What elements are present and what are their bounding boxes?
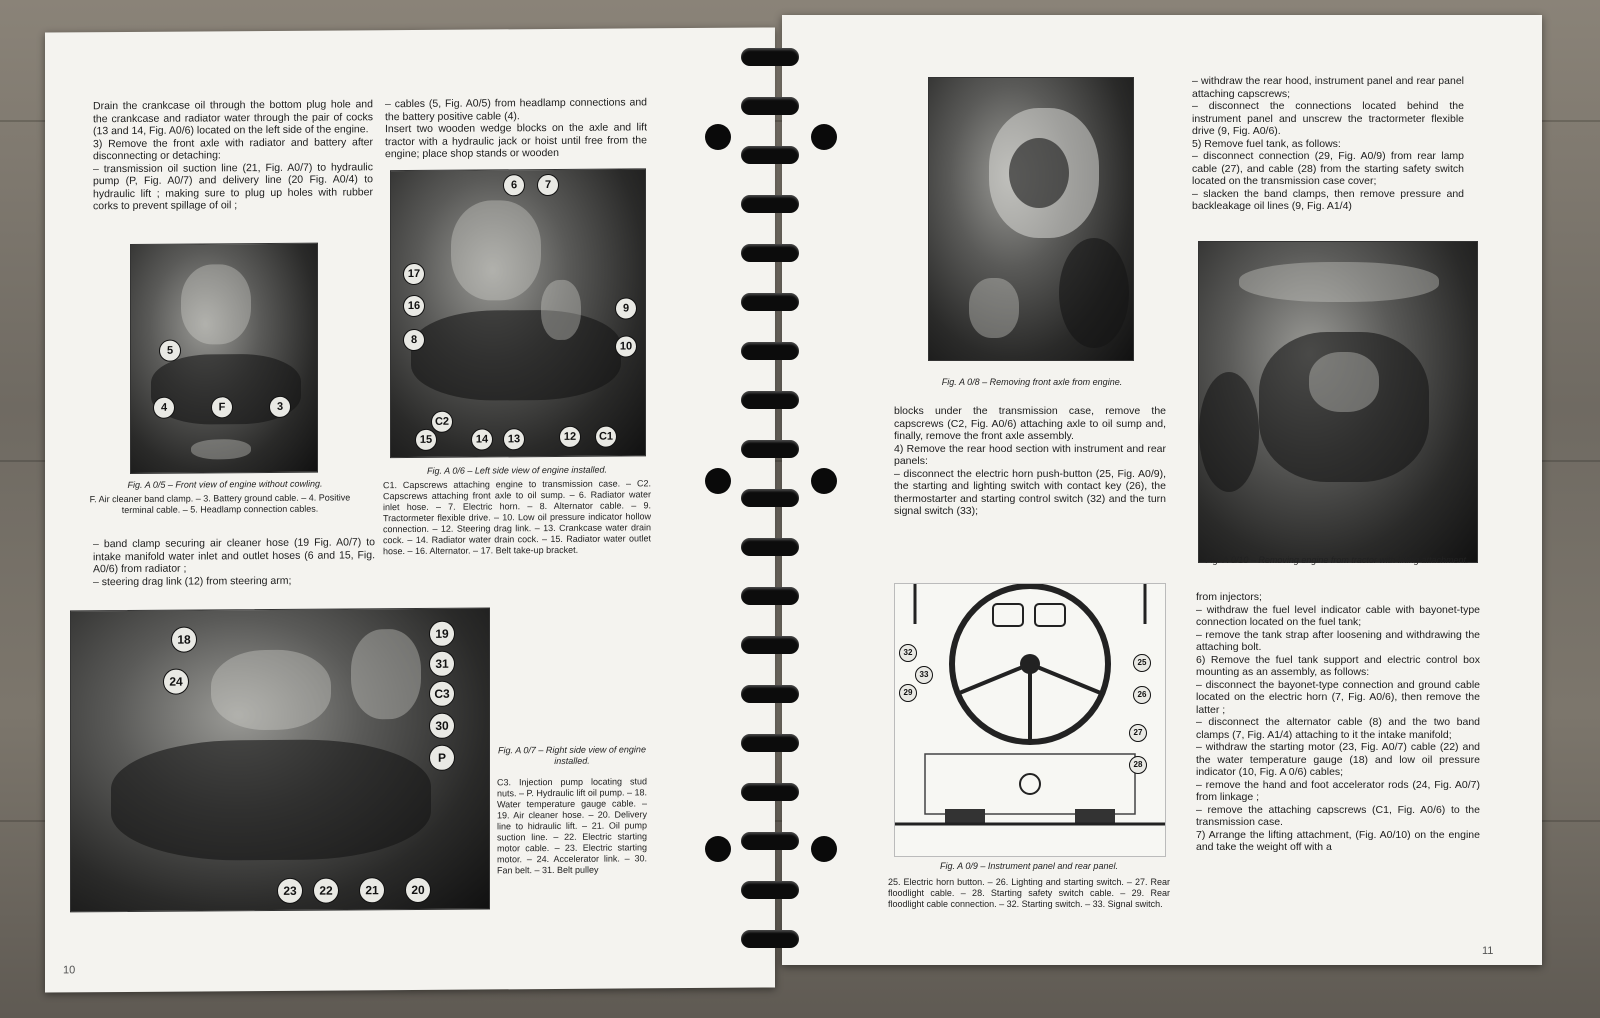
callout: P xyxy=(429,745,455,771)
binding-coil xyxy=(741,587,799,605)
binding-coil xyxy=(741,930,799,948)
callout: 21 xyxy=(359,877,385,903)
callout: 28 xyxy=(1129,756,1147,774)
callout: 10 xyxy=(615,335,637,357)
callout: 26 xyxy=(1133,686,1151,704)
binding-coil xyxy=(741,783,799,801)
fig8-photo xyxy=(928,77,1134,361)
binding-coil xyxy=(741,685,799,703)
binding-coil xyxy=(741,195,799,213)
fig7-legend: C3. Injection pump locating stud nuts. – P. Hydraulic lift oil pump. – 18. Water temperature gauge cable. – 19. Air cleaner hose. – 20. Delivery line to hidraulic lift. – 21. Oil pump suction line. – 22. Electric starting motor cable. – 23. Electric starting motor. – 24. Accelerator link. – 30. Fan belt. – 31. Belt pulley xyxy=(497,776,647,876)
binding-coil xyxy=(741,244,799,262)
fig5-legend: F. Air cleaner band clamp. – 3. Battery ground cable. – 4. Positive terminal cable. – 5. Headlamp connection cables. xyxy=(89,492,351,516)
left-col1-mid xyxy=(93,536,375,588)
paragraph: – withdraw the rear hood, instrument panel and rear panel attaching capscrews; – disconnect the connections located behind the instrument panel and unscrew the tractormeter flexible drive (9, Fig. A0/6). 5) Remove fuel tank, as follows: – disconnect connection (29, Fig. A0/9) from rear lamp cable (27), and cable (28) from the starting safety switch located on the transmission case cover; – slacken the band clamps, then remove pressure and backleakage oil lines (9, Fig. A1/4) xyxy=(1192,75,1464,212)
callout: 13 xyxy=(503,428,525,450)
callout: 19 xyxy=(429,621,455,647)
callout: 22 xyxy=(313,877,339,903)
right-col1-text xyxy=(894,405,1166,518)
right-col2-bottom xyxy=(1196,591,1480,854)
callout: 18 xyxy=(171,626,197,652)
fig6-photo xyxy=(390,168,646,458)
binding-coil xyxy=(741,636,799,654)
callout: 27 xyxy=(1129,724,1147,742)
callout: 32 xyxy=(899,644,917,662)
left-page xyxy=(45,27,775,992)
callout: 31 xyxy=(429,651,455,677)
callout: 29 xyxy=(899,684,917,702)
fig10-caption: Fig. A 0/10 – Removing engine from tractor with lifting attachment. xyxy=(1205,555,1469,565)
callout: 7 xyxy=(537,174,559,196)
callout: C3 xyxy=(429,681,455,707)
fig7-caption: Fig. A 0/7 – Right side view of engine installed. xyxy=(498,744,646,766)
page-number: 10 xyxy=(63,964,76,977)
paragraph: – cables (5, Fig. A0/5) from headlamp connections and the battery positive cable (4). Insert two wooden wedge blocks on the axle and lift tractor with a hydraulic jack or hoist until free from the engine; place shop stands or wooden xyxy=(385,96,647,161)
callout: 33 xyxy=(915,666,933,684)
fig9-legend: 25. Electric horn button. – 26. Lighting and starting switch. – 27. Rear floodlight cable. – 28. Starting safety switch cable. – 29. Rear floodlight cable connection. – 32. Starting switch. – 33. Signal switch. xyxy=(888,877,1170,909)
callout: C1 xyxy=(595,426,617,448)
callout: 9 xyxy=(615,297,637,319)
page-number: 11 xyxy=(1482,945,1494,957)
spiral-binding xyxy=(735,40,805,990)
fig6-caption: Fig. A 0/6 – Left side view of engine installed. xyxy=(427,464,607,476)
callout: 16 xyxy=(403,295,425,317)
callout: F xyxy=(211,396,233,418)
callout: 14 xyxy=(471,428,493,450)
binding-coil xyxy=(741,146,799,164)
right-page xyxy=(782,15,1542,965)
punch-hole xyxy=(811,468,837,494)
fig7-photo xyxy=(70,607,490,912)
left-col1-intro xyxy=(93,98,373,212)
punch-hole xyxy=(811,124,837,150)
callout: 12 xyxy=(559,426,581,448)
fig10-photo xyxy=(1198,241,1478,563)
paragraph: Drain the crankcase oil through the bottom plug hole and the crankcase and radiator water through the pair of cocks (13 and 14, Fig. A0/6) located on the left side of the engine. 3) Remove the front axle with radiator and battery after disconnecting or detaching: – transmission oil suction line (21, Fig. A0/7) to hydraulic pump (P, Fig. A0/7) and delivery line (20 Fig. A0/4) to hydraulic lift ; making sure to plug up holes with rubber corks to prevent spillage of oil ; xyxy=(93,98,373,213)
callout: 5 xyxy=(159,340,181,362)
callout: 15 xyxy=(415,429,437,451)
fig5-photo xyxy=(130,243,318,474)
callout: 8 xyxy=(403,329,425,351)
binding-coil xyxy=(741,48,799,66)
callout: 4 xyxy=(153,397,175,419)
binding-coil xyxy=(741,342,799,360)
paragraph: blocks under the transmission case, remove the capscrews (C2, Fig. A0/6) attaching axle to oil sump and, finally, remove the front axle assembly. 4) Remove the rear hood section with instrument and rear panels: – disconnect the electric horn push-button (25, Fig. A0/9), the starting and lighting switch with contact key (26), the thermostarter and starting control switch (32) and the turn signal switch (33); xyxy=(894,405,1166,517)
callout: C2 xyxy=(431,411,453,433)
callout: 3 xyxy=(269,396,291,418)
callout: 20 xyxy=(405,877,431,903)
binding-coil xyxy=(741,538,799,556)
binding-coil xyxy=(741,734,799,752)
binding-coil xyxy=(741,832,799,850)
fig9-diagram xyxy=(894,583,1166,857)
paragraph: from injectors; – withdraw the fuel level indicator cable with bayonet-type connection located on the fuel tank; – remove the tank strap after loosening and withdrawing the attaching bolt. 6) Remove the fuel tank support and electric control box mounting as an assembly, as follows: – disconnect the bayonet-type connection and ground cable located on the electric horn (7, Fig. A0/6), then remove the latter ; – disconnect the alternator cable (8) and the two band clamps (7, Fig. A1/4) attaching to it the intake manifold; – withdraw the starting motor (23, Fig. A0/7) cable (22) and the water temperature gauge (18) and low oil pressure indicator (10, Fig. A 0/6) cables; – remove the hand and foot accelerator rods (24, Fig. A0/7) from linkage ; – remove the attaching capscrews (C1, Fig. A0/6) to the transmission case. 7) Arrange the lifting attachment, (Fig. A0/10) on the engine and take the weight off with a xyxy=(1196,591,1480,853)
fig9-caption: Fig. A 0/9 – Instrument panel and rear panel. xyxy=(940,861,1118,871)
fig8-caption: Fig. A 0/8 – Removing front axle from engine. xyxy=(941,377,1123,387)
punch-hole xyxy=(705,124,731,150)
callout: 23 xyxy=(277,878,303,904)
binding-coil xyxy=(741,881,799,899)
fig6-legend: C1. Capscrews attaching engine to transmission case. – C2. Capscrews attaching front axle to oil sump. – 6. Radiator water inlet hose. – 7. Electric horn. – 8. Alternator cable. – 9. Tractormeter flexible drive. – 10. Low oil pressure indicator hollow connection. – 12. Steering drag link. – 13. Crankcase water drain cock. – 14. Radiator water drain cock. – 15. Radiator water outlet hose. – 16. Alternator. – 17. Belt take-up bracket. xyxy=(383,478,651,557)
instrument-panel-drawing xyxy=(895,584,1165,856)
binding-coil xyxy=(741,440,799,458)
callout: 24 xyxy=(163,669,189,695)
binding-coil xyxy=(741,489,799,507)
paragraph: – band clamp securing air cleaner hose (19 Fig. A0/7) to intake manifold water inlet and outlet hoses (6 and 15, Fig. A0/6) from radiator ; – steering drag link (12) from steering arm; xyxy=(93,536,375,588)
callout: 17 xyxy=(403,263,425,285)
right-col2-top xyxy=(1192,75,1464,213)
punch-hole xyxy=(811,836,837,862)
callout: 30 xyxy=(429,713,455,739)
callout: 25 xyxy=(1133,654,1151,672)
fig5-caption: Fig. A 0/5 – Front view of engine without cowling. xyxy=(127,478,323,490)
binding-coil xyxy=(741,97,799,115)
left-col2-intro xyxy=(385,96,647,160)
callout: 6 xyxy=(503,174,525,196)
binding-coil xyxy=(741,293,799,311)
punch-hole xyxy=(705,836,731,862)
punch-hole xyxy=(705,468,731,494)
binding-coil xyxy=(741,391,799,409)
